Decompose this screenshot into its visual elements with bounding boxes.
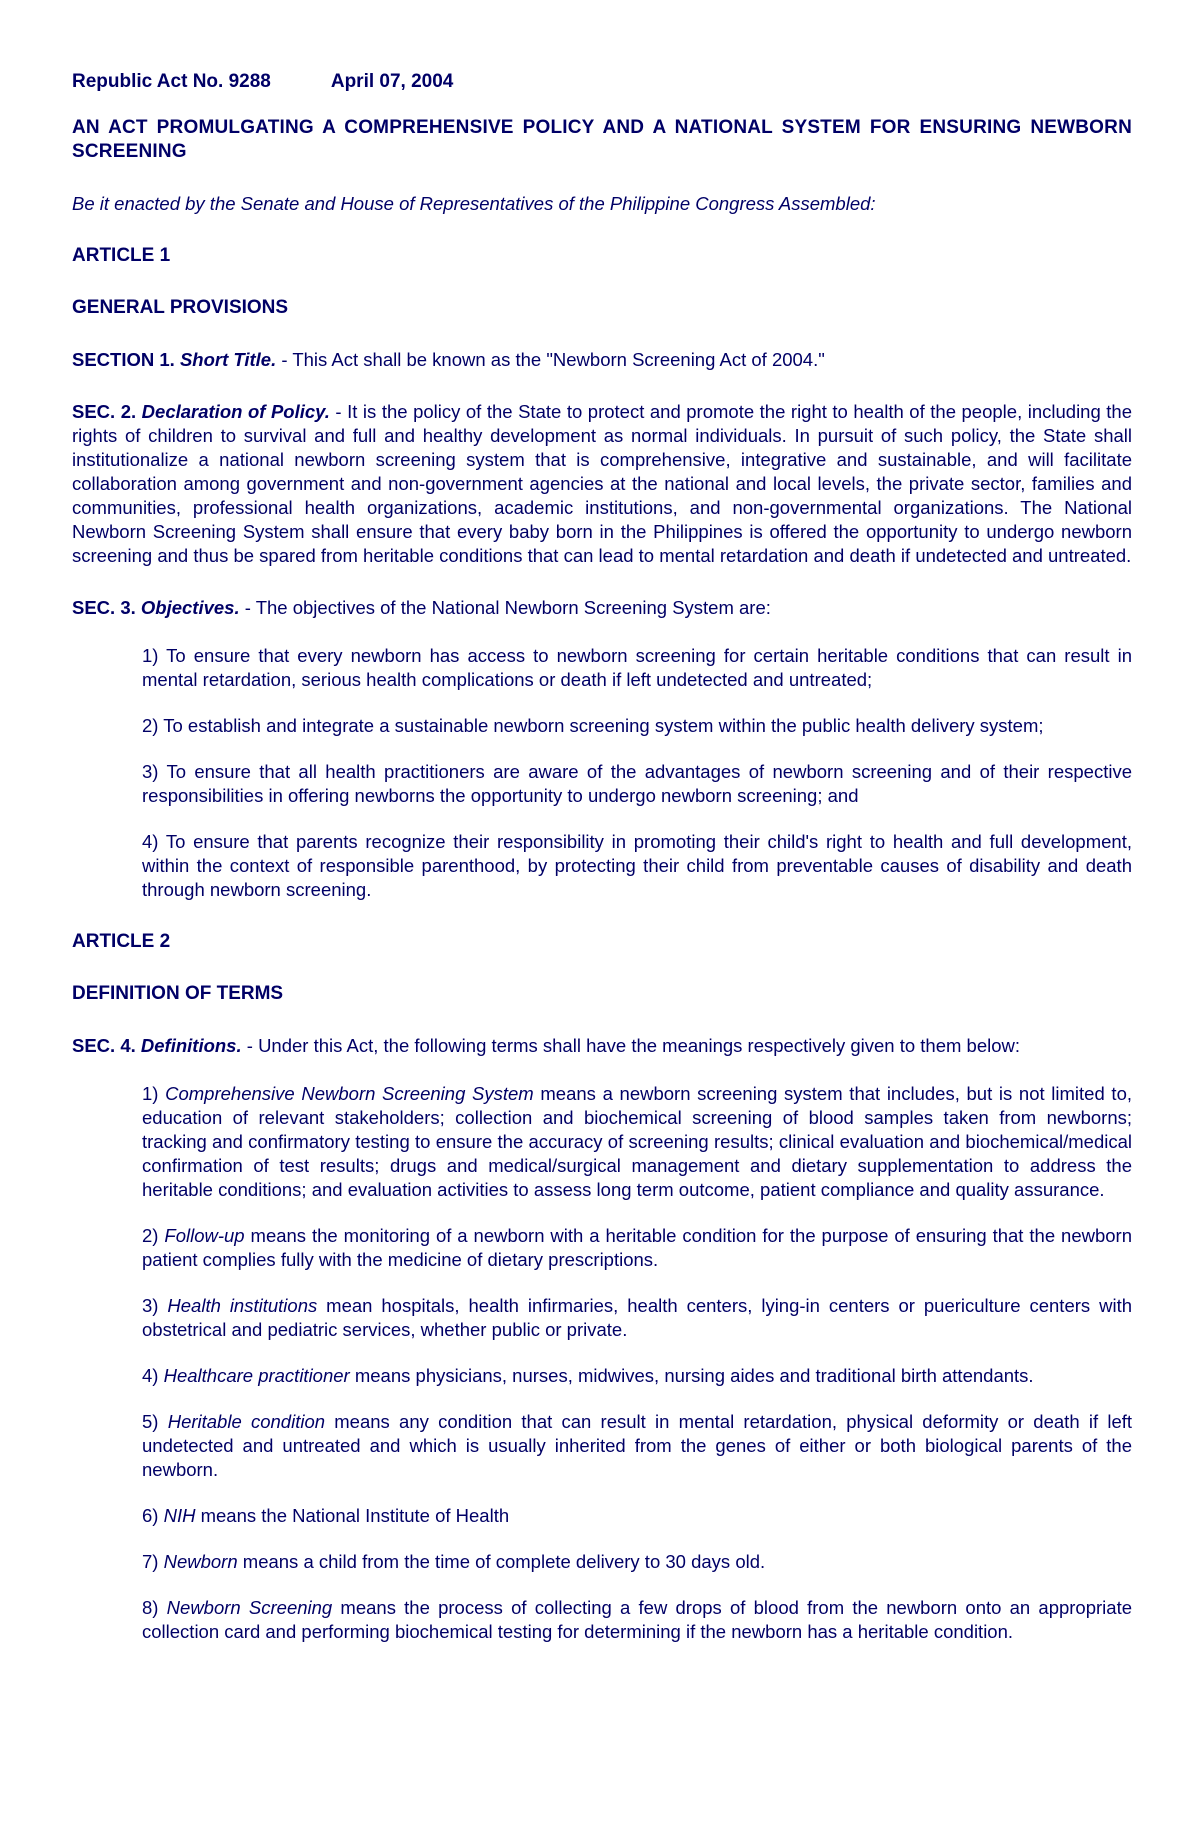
definition-text: means any condition that can result in mental retardation, physical deformity or death if left undetected and untreated and which is usually inherited from the genes of either or both biological parents of the newborn. [142,1411,1133,1480]
document-header [72,70,1132,94]
definition-item-1 [142,1082,1132,1202]
section-3-title: Objectives. [140,597,240,618]
definition-term: Newborn [163,1551,238,1572]
definition-term: Newborn Screening [166,1597,333,1618]
section-4 [72,1034,1132,1058]
objective-item-2: 2) To establish and integrate a sustainable newborn screening system within the public health delivery system; [142,715,1044,736]
definition-number: 5) [142,1411,159,1432]
definition-item-6 [142,1504,1132,1528]
section-2-text: - It is the policy of the State to protect and promote the right to health of the people, including the rights of children to survival and full and healthy development as normal individuals. In pursuit of such policy, the State shall institutionalize a national newborn screening system that is comprehensive, integrative and sustainable, and will facilitate collaboration among government and non-government agencies at the national and local levels, the private sector, families and communities, professional health organizations, academic institutions, and non-governmental organizations. The National Newborn Screening System shall ensure that every baby born in the Philippines is offered the opportunity to undergo newborn screening and thus be spared from heritable conditions that can lead to mental retardation and death if undetected and untreated. [72,401,1133,566]
definition-term: NIH [163,1505,196,1526]
definition-text: mean hospitals, health infirmaries, health centers, lying-in centers or puericulture centers with obstetrical and pediatric services, whether public or private. [142,1295,1132,1340]
definition-text: means the National Institute of Health [195,1505,510,1526]
section-2-title: Declaration of Policy. [141,401,330,422]
definition-text: means a child from the time of complete delivery to 30 days old. [237,1551,766,1572]
definition-item-5 [142,1410,1132,1482]
section-1-title: Short Title. [179,349,277,370]
section-1-label: SECTION 1. [72,349,175,370]
section-1-text: - This Act shall be known as the "Newborn Screening Act of 2004." [276,349,825,370]
article-2-heading: DEFINITION OF TERMS [72,983,284,1004]
section-1 [72,348,1132,372]
section-2-label: SEC. 2. [72,401,137,422]
definition-number: 4) [142,1365,159,1386]
definition-number: 2) [142,1225,159,1246]
objective-item-3: 3) To ensure that all health practitioners are aware of the advantages of newborn screening and of their respective responsibilities in offering newborns the opportunity to undergo newborn screening; and [142,761,1132,806]
definition-number: 1) [142,1083,159,1104]
article-1-label: ARTICLE 1 [72,245,171,266]
definition-item-2 [142,1224,1132,1272]
definition-item-3 [142,1294,1132,1342]
section-3 [72,596,1132,620]
definition-text: means the monitoring of a newborn with a heritable condition for the purpose of ensuring that the newborn patient complies fully with the medicine of dietary prescriptions. [142,1225,1133,1270]
definition-term: Heritable condition [167,1411,326,1432]
section-3-text: - The objectives of the National Newborn Screening System are: [239,597,771,618]
definition-text: means the process of collecting a few drops of blood from the newborn onto an appropriate collection card and performing biochemical testing for determining if the newborn has a heritable condition. [142,1597,1132,1642]
definition-number: 8) [142,1597,159,1618]
definition-text: means physicians, nurses, midwives, nursing aides and traditional birth attendants. [349,1365,1034,1386]
definition-item-7 [142,1550,1132,1574]
definition-number: 3) [142,1295,159,1316]
section-4-label: SEC. 4. [72,1035,136,1056]
article-2-label: ARTICLE 2 [72,931,171,952]
definition-term: Comprehensive Newborn Screening System [165,1083,534,1104]
enacting-clause: Be it enacted by the Senate and House of Representatives of the Philippine Congress Assembled: [72,193,876,214]
definition-item-4 [142,1364,1132,1388]
section-2 [72,400,1132,568]
section-3-label: SEC. 3. [72,597,136,618]
definition-number: 7) [142,1551,159,1572]
act-title: AN ACT PROMULGATING A COMPREHENSIVE POLICY AND A NATIONAL SYSTEM FOR ENSURING NEWBORN SCREENING [72,117,1132,162]
objective-item-1: 1) To ensure that every newborn has access to newborn screening for certain heritable conditions that can result in mental retardation, serious health complications or death if left undetected and untreated; [142,645,1132,690]
objective-item-4: 4) To ensure that parents recognize their responsibility in promoting their child's right to health and full development, within the context of responsible parenthood, by protecting their child from preventable causes of disability and death through newborn screening. [142,831,1132,900]
definition-term: Health institutions [167,1295,318,1316]
definition-item-8 [142,1596,1132,1644]
act-date: April 07, 2004 [330,71,454,92]
document-page [72,70,1132,1644]
definition-term: Follow-up [164,1225,245,1246]
section-4-title: Definitions. [140,1035,242,1056]
definition-text: means a newborn screening system that includes, but is not limited to, education of relevant stakeholders; collection and biochemical screening of blood samples taken from newborns; tracking and confirmatory testing to ensure the accuracy of screening results; clinical evaluation and biochemical/medical confirmation of test results; drugs and medical/surgical management and dietary supplementation to address the heritable conditions; and evaluation activities to assess long term outcome, patient compliance and quality assurance. [142,1083,1132,1200]
article-1-heading: GENERAL PROVISIONS [72,297,289,318]
definition-number: 6) [142,1505,159,1526]
section-4-text: - Under this Act, the following terms shall have the meanings respectively given to them below: [241,1035,1021,1056]
act-number: Republic Act No. 9288 [72,71,271,92]
definition-term: Healthcare practitioner [163,1365,350,1386]
